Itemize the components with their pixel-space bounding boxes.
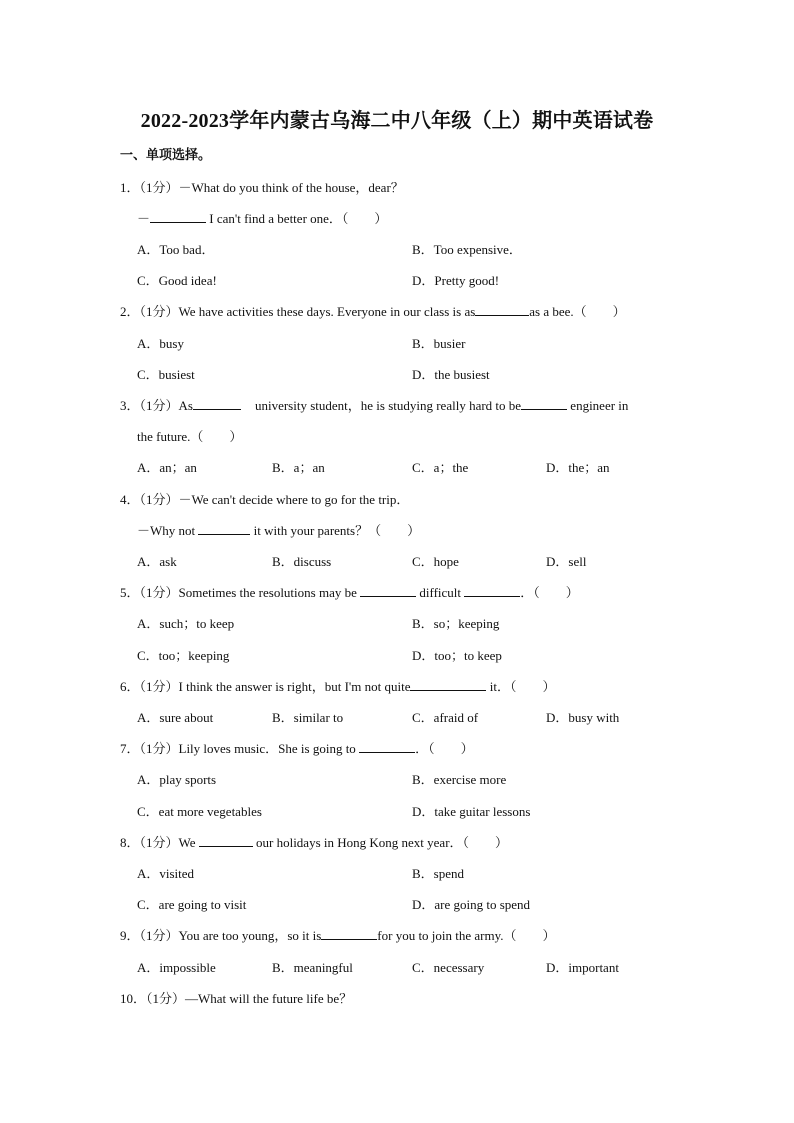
answer-blank [521,397,567,410]
option-a: A．visited [137,866,195,881]
option-a: A．such；to keep [137,616,235,631]
option-b: B．meaningful [272,960,353,975]
option-c: C．hope [412,554,459,569]
option-c: C．afraid of [412,710,479,725]
page-title: 2022-2023学年内蒙古乌海二中八年级（上）期中英语试卷 [140,110,654,132]
question-10: 10．（1分）—What will the future life be？ [120,991,353,1006]
option-d: D．take guitar lessons [412,804,531,819]
option-d: D．sell [546,554,587,569]
question-9: 9．（1分）You are too young，so it is for you to join the army.（ ） [120,928,556,943]
option-d: D．Pretty good! [412,273,500,288]
question-3: 3．（1分）As university student，he is studying really hard to be engineer in [120,398,629,413]
option-a: A．Too bad． [137,242,215,257]
question-1-reply: － I can't find a better one．（ ） [137,211,388,226]
question-7: 7．（1分）Lily loves music．She is going to ．（ ） [120,741,474,756]
option-b: B．busier [412,336,466,351]
answer-blank [150,210,206,223]
option-b: B．Too expensive． [412,242,522,257]
answer-blank [321,927,377,940]
answer-blank [359,740,415,753]
option-d: D．important [546,960,619,975]
section-heading: 一、单项选择。 [120,147,212,162]
answer-blank [198,522,250,535]
question-5: 5．（1分）Sometimes the resolutions may be difficult ．（ ） [120,585,579,600]
option-c: C．necessary [412,960,485,975]
option-c: C．busiest [137,367,195,382]
option-d: D．the busiest [412,367,490,382]
question-6: 6．（1分）I think the answer is right，but I'm not quite it．（ ） [120,679,556,694]
question-8: 8．（1分）We our holidays in Hong Kong next year．（ ） [120,835,509,850]
answer-blank [410,678,486,691]
option-b: B．spend [412,866,465,881]
option-a: A．sure about [137,710,214,725]
option-b: B．so；keeping [412,616,500,631]
question-4-reply: －Why not it with your parents？（ ） [137,523,421,538]
option-d: D．the；an [546,460,610,475]
option-d: D．busy with [546,710,620,725]
option-a: A．impossible [137,960,216,975]
option-b: B．discuss [272,554,332,569]
question-1: 1．（1分）－What do you think of the house，dear？ [120,180,404,195]
question-3-continued: the future.（ ） [137,429,243,444]
answer-blank [199,834,253,847]
option-b: B．similar to [272,710,344,725]
option-c: C．too；keeping [137,648,230,663]
option-b: B．exercise more [412,772,507,787]
option-d: D．are going to spend [412,897,531,912]
option-c: C．eat more vegetables [137,804,262,819]
answer-blank [193,397,241,410]
option-b: B．a；an [272,460,325,475]
option-a: A．play sports [137,772,217,787]
option-c: C．Good idea! [137,273,217,288]
answer-blank [464,584,520,597]
question-2: 2．（1分）We have activities these days. Everyone in our class is as as a bee.（ ） [120,304,626,319]
answer-blank [475,303,529,316]
option-a: A．busy [137,336,184,351]
question-4: 4．（1分）－We can't decide where to go for the trip． [120,492,410,507]
option-d: D．too；to keep [412,648,502,663]
answer-blank [360,584,416,597]
option-c: C．are going to visit [137,897,247,912]
option-a: A．ask [137,554,177,569]
option-a: A．an；an [137,460,197,475]
option-c: C．a；the [412,460,469,475]
